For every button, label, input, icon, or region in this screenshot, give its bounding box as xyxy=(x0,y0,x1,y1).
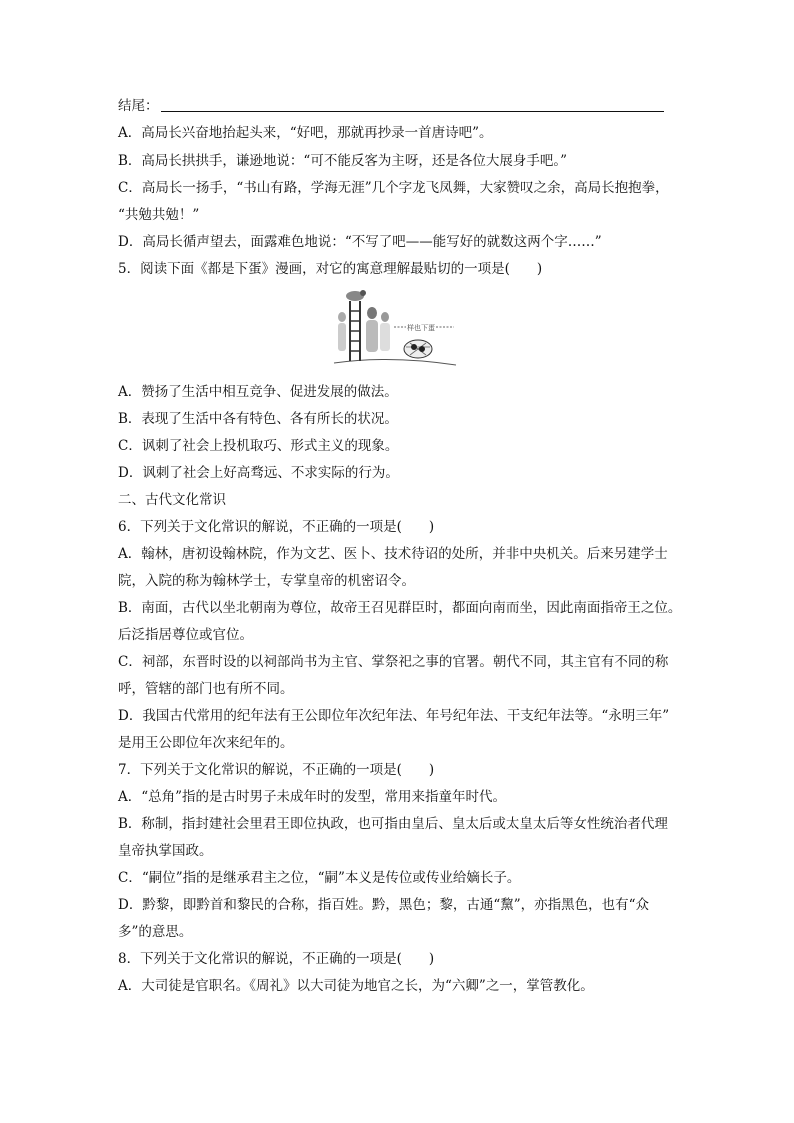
q4-option-c: C．高局长一扬手，“书山有路，学海无涯”几个字龙飞凤舞，大家赞叹之余，高局长抱抱拳， xyxy=(118,180,669,196)
q7-question: 7．下列关于文化常识的解说，不正确的一项是( ) xyxy=(118,762,435,778)
q6-line-8: 是用王公即位年次来纪年的。 xyxy=(118,735,294,751)
ending-label: 结尾： xyxy=(118,98,159,114)
q5-option-a: A．赞扬了生活中相互竞争、促进发展的做法。 xyxy=(118,384,398,400)
q8-line-1: A．大司徒是官职名。《周礼》以大司徒为地官之长，为“六卿”之一，掌管教化。 xyxy=(118,978,594,994)
q6-line-5: C．祠部，东晋时设的以祠部尚书为主官、掌祭祀之事的官署。朝代不同，其主官有不同的称 xyxy=(118,654,669,670)
q5-option-c: C．讽刺了社会上投机取巧、形式主义的现象。 xyxy=(118,438,399,454)
q7-line-5: D．黔黎，即黔首和黎民的合称，指百姓。黔，黑色；黎，古通“黧”，亦指黑色，也有“众 xyxy=(118,897,650,913)
answer-blank[interactable] xyxy=(161,97,664,112)
q6-line-6: 呼，管辖的部门也有所不同。 xyxy=(118,681,294,697)
cartoon-caption: 样也下蛋 xyxy=(407,324,435,332)
q7-line-1: A．“总角”指的是古时男子未成年时的发型，常用来指童年时代。 xyxy=(118,789,507,805)
q5-option-b: B．表现了生活中各有特色、各有所长的状况。 xyxy=(118,411,398,427)
q4-option-a: A．高局长兴奋地抬起头来，“好吧，那就再抄录一首唐诗吧”。 xyxy=(118,125,493,141)
q6-line-7: D．我国古代常用的纪年法有王公即位年次纪年法、年号纪年法、干支纪年法等。“永明三年” xyxy=(118,708,670,724)
q8-question: 8．下列关于文化常识的解说，不正确的一项是( ) xyxy=(118,951,435,967)
q7-line-6: 多”的意思。 xyxy=(118,924,193,940)
q6-line-1: A．翰林，唐初设翰林院，作为文艺、医卜、技术待诏的处所，并非中央机关。后来另建学士 xyxy=(118,546,668,562)
q7-line-4: C．“嗣位”指的是继承君主之位，“嗣”本义是传位或传业给嫡长子。 xyxy=(118,870,521,886)
q6-question: 6．下列关于文化常识的解说，不正确的一项是( ) xyxy=(118,519,435,535)
q7-line-3: 皇帝执掌国政。 xyxy=(118,843,213,859)
ladder-with-bird-icon xyxy=(346,290,366,361)
q7-line-2: B．称制，指封建社会里君王即位执政，也可指由皇后、皇太后或太皇太后等女性统治者代理 xyxy=(118,816,668,832)
q4-option-c-cont: “共勉共勉！” xyxy=(118,207,200,223)
cartoon-image xyxy=(330,287,460,367)
q5-option-d: D．讽刺了社会上好高骛远、不求实际的行为。 xyxy=(118,465,399,481)
q6-line-4: 后泛指居尊位或官位。 xyxy=(118,627,253,643)
q6-line-3: B．南面，古代以坐北朝南为尊位，故帝王召见群臣时，都面向南而坐，因此南面指帝王之位。 xyxy=(118,600,682,616)
people-figures-icon xyxy=(338,307,390,352)
chick-under-net-icon xyxy=(404,340,432,358)
q6-line-2: 院，入院的称为翰林学士，专掌皇帝的机密诏令。 xyxy=(118,573,415,589)
q4-option-b: B．高局长拱拱手，谦逊地说：“可不能反客为主呀，还是各位大展身手吧。” xyxy=(118,153,567,169)
section-heading: 二、古代文化常识 xyxy=(118,492,226,508)
q4-option-d: D．高局长循声望去，面露难色地说：“不写了吧——能写好的就数这两个字……” xyxy=(118,234,602,250)
q5-question: 5．阅读下面《都是下蛋》漫画，对它的寓意理解最贴切的一项是( ) xyxy=(118,261,543,277)
q4-ending-line xyxy=(118,96,678,116)
